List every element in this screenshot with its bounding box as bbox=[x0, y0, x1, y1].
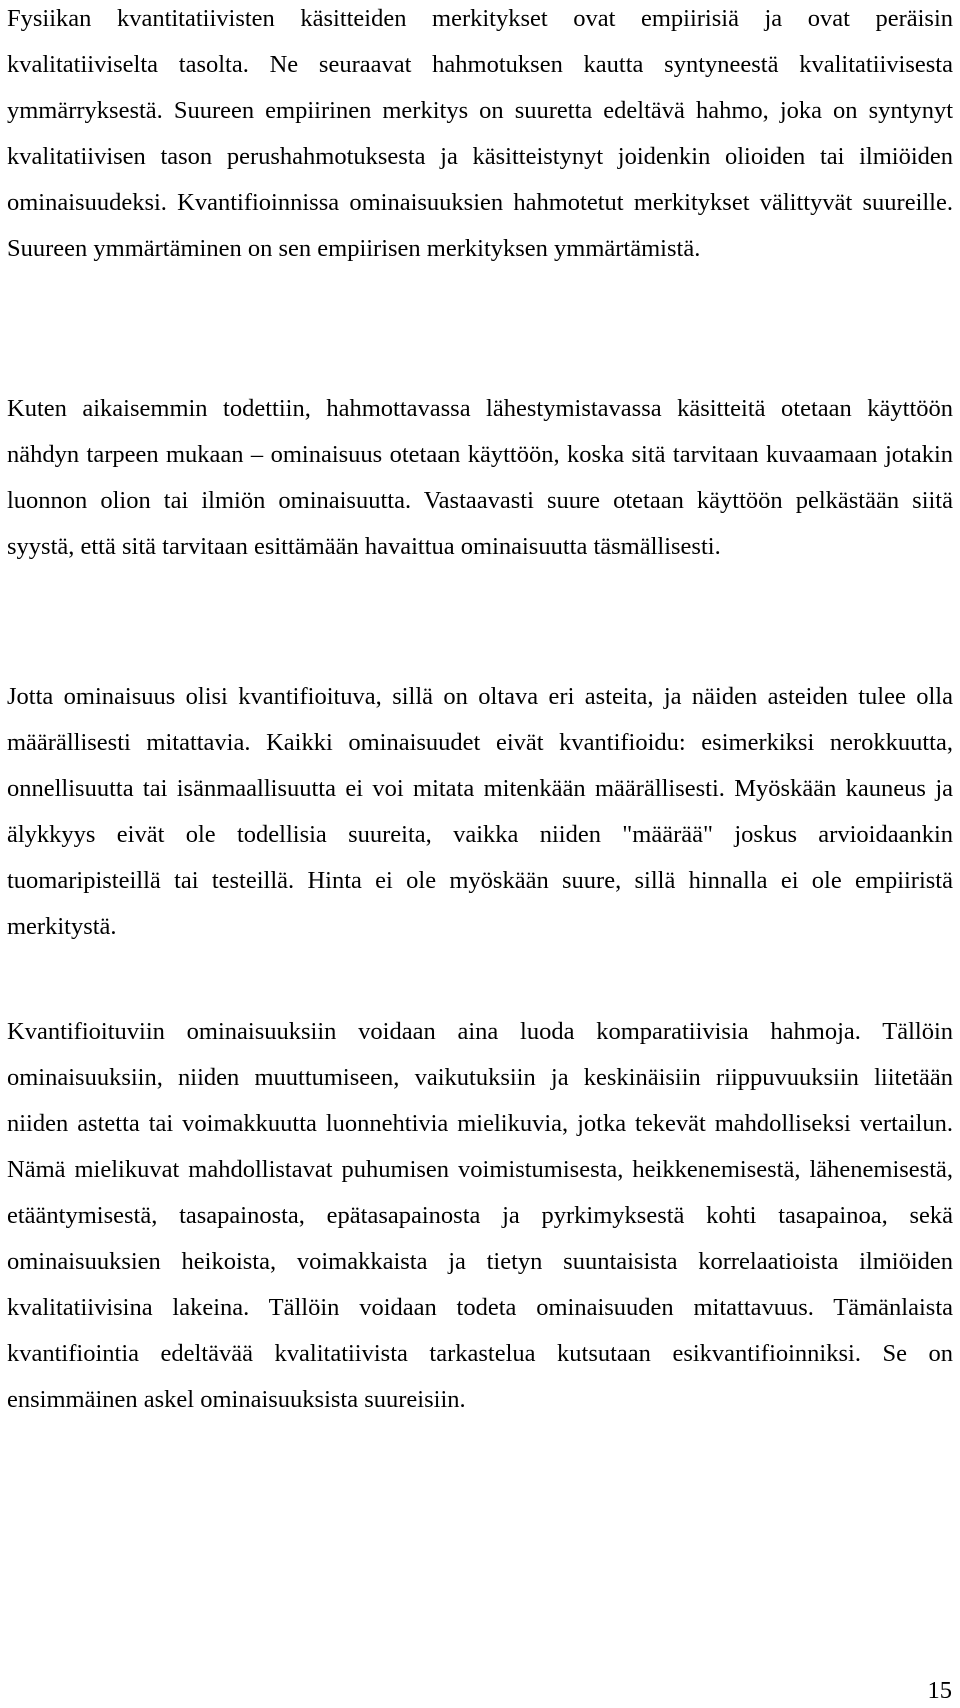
paragraph-3: Jotta ominaisuus olisi kvantifioituva, sillä on oltava eri asteita, ja näiden asteiden tulee olla määrällisesti mitattavia. Kaikki ominaisuudet eivät kvantifioidu: esimerkiksi nerokkuutta, onnellisuutta tai isänmaallisuutta ei voi mitata mitenkään määrällisesti. Myöskään kauneus ja älykkyys eivät ole todellisia suureita, vaikka niiden "määrää" joskus arvioidaankin tuomaripisteillä tai testeillä. Hinta ei ole myöskään suure, sillä hinnalla ei ole empiiristä merkitystä. bbox=[7, 683, 953, 940]
page-number: 15 bbox=[927, 1677, 952, 1704]
paragraph-1: Fysiikan kvantitatiivisten käsitteiden merkitykset ovat empiirisiä ja ovat peräisin kvalitatiiviselta tasolta. Ne seuraavat hahmotuksen kautta syntyneestä kvalitatiivisesta ymmärryksestä. Suureen empiirinen merkitys on suuretta edeltävä hahmo, joka on syntynyt kvalitatiivisen tason perushahmotuksesta ja käsitteistynyt joidenkin olioiden tai ilmiöiden ominaisuudeksi. Kvantifioinnissa ominaisuuksien hahmotetut merkitykset välittyvät suureille. Suureen ymmärtäminen on sen empiirisen merkityksen ymmärtämistä. bbox=[7, 5, 953, 262]
paragraph-4: Kvantifioituviin ominaisuuksiin voidaan aina luoda komparatiivisia hahmoja. Tällöin ominaisuuksiin, niiden muuttumiseen, vaikutuksiin ja keskinäisiin riippuvuuksiin liitetään niiden astetta tai voimakkuutta luonnehtivia mielikuvia, jotka tekevät mahdolliseksi vertailun. Nämä mielikuvat mahdollistavat puhumisen voimistumisesta, heikkenemisestä, lähenemisestä, etääntymisestä, tasapainosta, epätasapainosta ja pyrkimyksestä kohti tasapainoa, sekä ominaisuuksien heikoista, voimakkaista ja tietyn suuntaisista korrelaatioista ilmiöiden kvalitatiivisina lakeina. Tällöin voidaan todeta ominaisuuden mitattavuus. Tämänlaista kvantifiointia edeltävää kvalitatiivista tarkastelua kutsutaan esikvantifioinniksi. Se on ensimmäinen askel ominaisuuksista suureisiin. bbox=[7, 1018, 953, 1413]
paragraph-2: Kuten aikaisemmin todettiin, hahmottavassa lähestymistavassa käsitteitä otetaan käyttöön nähdyn tarpeen mukaan – ominaisuus otetaan käyttöön, koska sitä tarvitaan kuvaamaan jotakin luonnon olion tai ilmiön ominaisuutta. Vastaavasti suure otetaan käyttöön pelkästään siitä syystä, että sitä tarvitaan esittämään havaittua ominaisuutta täsmällisesti. bbox=[7, 395, 953, 560]
